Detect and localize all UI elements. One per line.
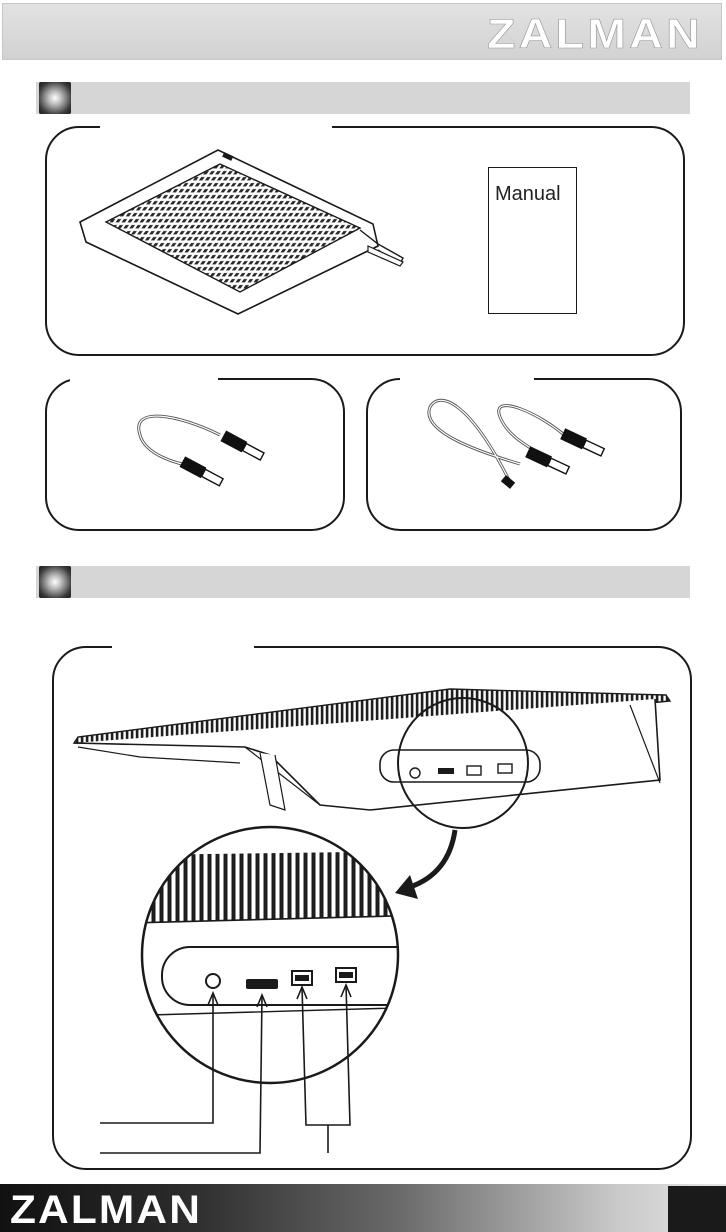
usb-cable-illustration	[120, 395, 280, 505]
brand-logo-bottom	[10, 1189, 210, 1229]
footer-brand-text: ZALMAN	[10, 1189, 202, 1229]
side-ports-illustration	[70, 655, 680, 1165]
features-label-gap	[112, 643, 254, 651]
header-bar	[2, 3, 722, 60]
y-cable-illustration	[420, 392, 620, 502]
footer-bar	[0, 1184, 726, 1232]
panel-label-gap	[100, 123, 332, 131]
panel-label-gap-left	[70, 375, 218, 383]
cooling-pad-illustration	[78, 146, 408, 318]
section-bullet-icon-2	[39, 566, 71, 598]
section-bar-components	[36, 82, 690, 114]
manual-booklet	[488, 167, 577, 314]
panel-label-gap-right	[400, 375, 534, 383]
brand-logo-top	[487, 14, 711, 54]
brand-logo-text: ZALMAN	[487, 14, 703, 54]
page-number-box	[668, 1186, 726, 1232]
manual-label: Manual	[495, 183, 561, 205]
section-bullet-icon	[39, 82, 71, 114]
section-bar-features	[36, 566, 690, 598]
